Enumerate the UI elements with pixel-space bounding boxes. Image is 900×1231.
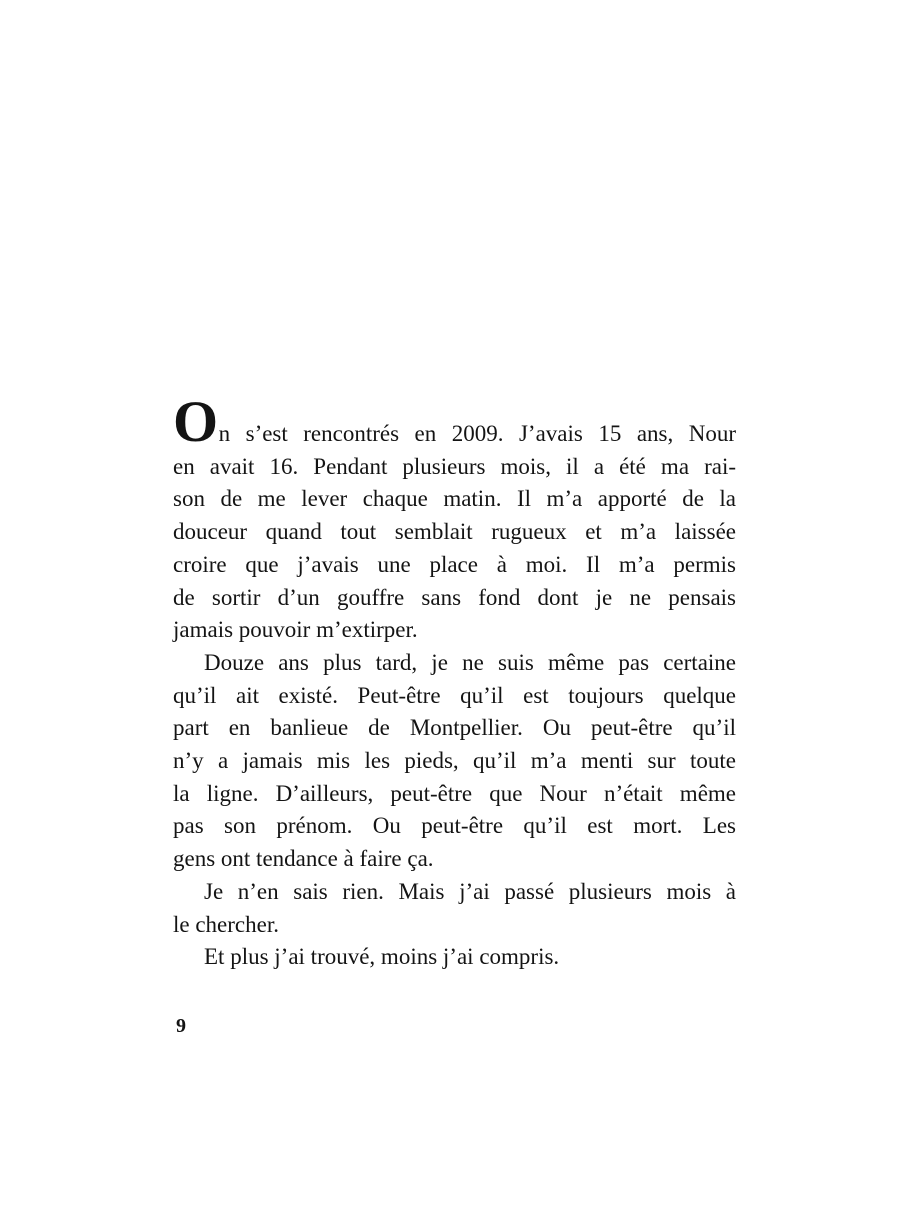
- text-block: [173, 389, 736, 974]
- text-line: jamais pouvoir m’extirper.: [173, 617, 418, 643]
- drop-cap: O: [173, 389, 219, 454]
- text-line: Je n’en sais rien. Mais j’ai passé plusieurs mois à: [204, 878, 736, 904]
- text-line: Douze ans plus tard, je ne suis même pas certaine: [204, 649, 736, 675]
- text-line: gens ont tendance à faire ça.: [173, 846, 434, 872]
- text-line: douceur quand tout semblait rugueux et m’a laissée: [173, 519, 736, 545]
- text-line: son de me lever chaque matin. Il m’a apporté de la: [173, 486, 736, 512]
- text-line: croire que j’avais une place à moi. Il m’a permis: [173, 551, 736, 577]
- text-line: en avait 16. Pendant plusieurs mois, il a été ma rai-: [173, 453, 736, 479]
- text-line: On s’est rencontrés en 2009. J’avais 15 ans, Nour: [173, 389, 736, 454]
- text-line: le chercher.: [173, 911, 279, 937]
- text-line: part en banlieue de Montpellier. Ou peut-être qu’il: [173, 715, 736, 741]
- text-line: de sortir d’un gouffre sans fond dont je ne pensais: [173, 584, 736, 610]
- page-number: 9: [176, 1015, 186, 1037]
- text-line: n’y a jamais mis les pieds, qu’il m’a menti sur toute: [173, 748, 736, 774]
- text-line: la ligne. D’ailleurs, peut-être que Nour n’était même: [173, 780, 736, 806]
- text-line: qu’il ait existé. Peut-être qu’il est toujours quelque: [173, 682, 736, 708]
- text-line: Et plus j’ai trouvé, moins j’ai compris.: [204, 944, 560, 970]
- text-line: pas son prénom. Ou peut-être qu’il est mort. Les: [173, 813, 736, 839]
